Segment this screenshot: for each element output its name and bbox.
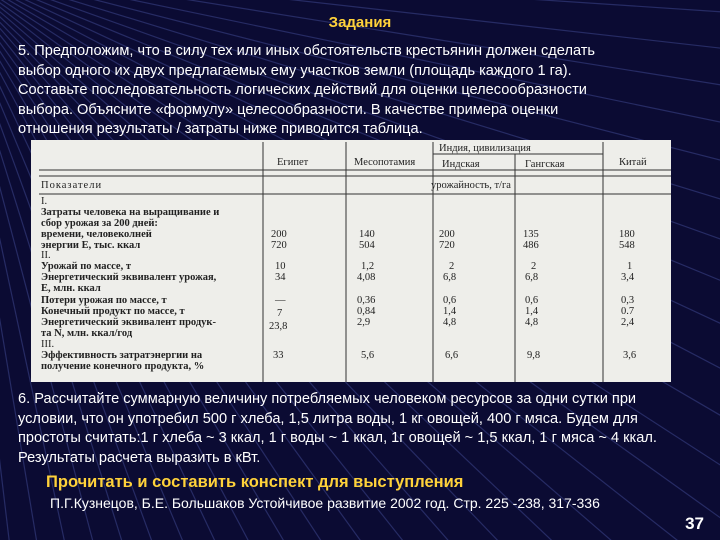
row-label: времени, человеколней	[41, 229, 152, 240]
cell: 0,3	[621, 295, 635, 306]
row-label: E, млн. ккал	[41, 283, 101, 294]
col-india-civilization: Индия, цивилизация	[439, 143, 531, 154]
col-china: Китай	[619, 157, 647, 168]
row-label: II.	[41, 250, 51, 261]
reading-assignment: Прочитать и составить конспект для выступления	[46, 473, 464, 491]
cell: 6,8	[525, 272, 539, 283]
cell: 4,8	[525, 317, 539, 328]
row-label: та N, млн. ккал/год	[41, 328, 133, 339]
cell: 4,08	[357, 272, 376, 283]
row-label: Эффективность затратэнергии на	[41, 350, 203, 361]
yield-table-drawing	[31, 140, 671, 382]
cell: 548	[619, 240, 635, 251]
task-5-line: отношения результаты / затраты ниже приводится таблица.	[18, 121, 423, 137]
task-6-line: Результаты расчета выразить в кВт.	[18, 449, 261, 466]
cell: 180	[619, 229, 635, 240]
col-mesopotamia: Месопотамия	[354, 157, 416, 168]
cell: 0,84	[357, 306, 376, 317]
row-label: I.	[41, 196, 48, 207]
col-egypt: Египет	[277, 157, 309, 168]
cell: 3,4	[621, 272, 635, 283]
task-6-line: простоты считать:1 г хлеба ~ 3 ккал, 1 г воды ~ 1 ккал, 1г овощей ~ 1,5 ккал, 1 г мяса ~ 4 ккал.	[18, 430, 657, 446]
slide-title: Задания	[328, 14, 392, 31]
task-5-line: выбор одного их двух предлагаемых ему участков земли (площадь каждого 1 га).	[18, 62, 572, 79]
cell: 6,6	[445, 350, 459, 361]
task-5-line: выбора. Объясните «формулу» целесообразности. В качестве примера оценки	[18, 101, 559, 118]
yield-unit-header: урожайность, т/га	[431, 180, 511, 191]
cell: 1	[627, 261, 633, 272]
cell: 33	[273, 350, 284, 361]
cell: 200	[439, 229, 455, 240]
task-6-text	[18, 390, 708, 468]
row-label: III.	[41, 339, 55, 350]
cell: 1,4	[525, 306, 539, 317]
cell: 10	[275, 261, 286, 272]
cell: 9,8	[527, 350, 541, 361]
cell: 135	[523, 229, 539, 240]
cell: 0.7	[621, 306, 635, 317]
cell: 486	[523, 240, 539, 251]
cell: 1,2	[361, 261, 375, 272]
cell: 2,4	[621, 317, 635, 328]
cell: 0,36	[357, 295, 376, 306]
task-5-line: 5. Предположим, что в силу тех или иных обстоятельств крестьянин должен сделать	[18, 43, 596, 59]
row-label: Энергетический эквивалент урожая,	[41, 272, 217, 283]
cell: 7	[277, 308, 283, 319]
task-6-line: условии, что он употребил 500 г хлеба, 1,5 литра воды, 1 кг овощей, 400 г мяса. Будем для	[18, 410, 638, 427]
row-label: энергии E, тыс. ккал	[41, 240, 141, 251]
row-label: Потери урожая по массе, т	[41, 295, 167, 306]
cell: 0,6	[525, 295, 539, 306]
cell: 140	[359, 229, 375, 240]
row-label: Конечный продукт по массе, т	[41, 306, 185, 317]
cell: 4,8	[443, 317, 457, 328]
cell: 1,4	[443, 306, 457, 317]
cell: 2	[531, 261, 537, 272]
cell: —	[275, 295, 286, 306]
literature-reference: П.Г.Кузнецов, Б.Е. Большаков Устойчивое развитие 2002 год. Стр. 225 -238, 317-336	[50, 495, 600, 511]
task-6-line: 6. Рассчитайте суммарную величину потребляемых человеком ресурсов за одни сутки при	[18, 391, 637, 407]
row-label: сбор урожая за 200 дней:	[41, 218, 158, 229]
row-label: получение конечного продукта, %	[41, 361, 205, 372]
cell: 2,9	[357, 317, 371, 328]
task-5-text	[18, 42, 708, 140]
cell: 34	[275, 272, 286, 283]
cell: 6,8	[443, 272, 457, 283]
page-number: 37	[685, 514, 704, 533]
col-ganges: Гангская	[525, 159, 565, 170]
row-label: Энергетический эквивалент продук-	[41, 317, 216, 328]
cell: 23,8	[269, 321, 288, 332]
col-indus: Индская	[442, 159, 480, 170]
cell: 5,6	[361, 350, 375, 361]
cell: 200	[271, 229, 287, 240]
cell: 720	[439, 240, 455, 251]
indicators-header: Показатели	[41, 180, 103, 191]
cell: 0,6	[443, 295, 457, 306]
row-label: Урожай по массе, т	[41, 261, 131, 272]
cell: 504	[359, 240, 375, 251]
cell: 2	[449, 261, 455, 272]
task-5-line: Составьте последовательность логических действий для оценки целесообразности	[18, 82, 587, 98]
yield-table	[31, 140, 671, 382]
cell: 3,6	[623, 350, 637, 361]
row-label: Затраты человека на выращивание и	[41, 207, 220, 218]
cell: 720	[271, 240, 287, 251]
